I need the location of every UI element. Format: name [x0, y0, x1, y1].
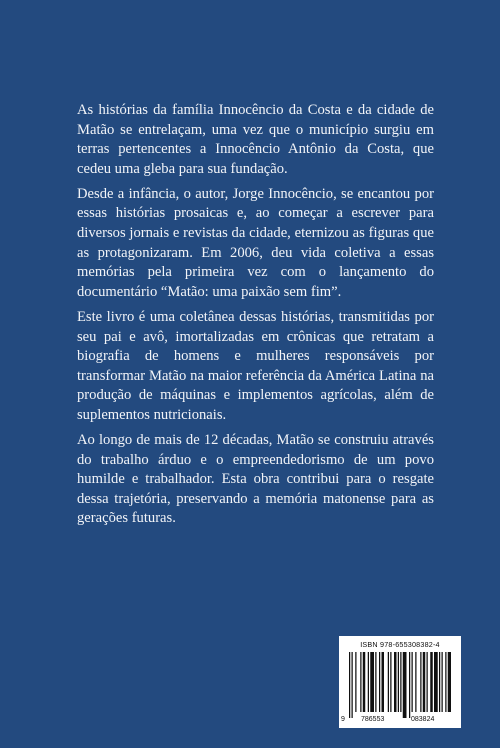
barcode-bar — [403, 652, 407, 718]
barcode-bar — [349, 652, 350, 718]
blurb-paragraph-4: Ao longo de mais de 12 décadas, Matão se construiu através do trabalho árduo e o empreendedorismo de um povo humilde e trabalhador. Esta obra contribui para o resgate dessa trajetória, preservando a memória matonense para as gerações futuras. — [77, 432, 434, 527]
barcode-bar — [420, 652, 421, 712]
barcode-bar — [442, 652, 443, 712]
barcode-bar — [415, 652, 416, 712]
barcode-bar — [445, 652, 446, 712]
isbn-barcode — [339, 636, 461, 728]
barcode-bar — [388, 652, 389, 712]
barcode-digits-left: 786553 — [361, 716, 385, 723]
barcode-bar — [430, 652, 433, 712]
barcode-digits-right: 083824 — [411, 716, 435, 723]
barcode-bar — [434, 652, 438, 712]
barcode-bar — [363, 652, 366, 712]
barcode-bar — [375, 652, 376, 712]
barcode-bar — [379, 652, 380, 712]
barcode-bar — [398, 652, 399, 712]
barcode-bar — [427, 652, 428, 712]
barcode-bar — [448, 652, 451, 712]
barcode-bar — [400, 652, 401, 712]
blurb-paragraph-3: Este livro é uma coletânea dessas histórias, transmitidas por seu pai e avô, imortalizadas em crônicas que retratam a biografia de homens e mulheres responsáveis por transformar Matão na maior referência da América Latina na produção de máquinas e implementos agrícolas, além de suplementos nutricionais. — [77, 308, 434, 423]
barcode-bar — [423, 652, 426, 712]
barcode-bar — [355, 652, 356, 712]
back-cover-blurb — [77, 101, 434, 534]
barcode-bar — [360, 652, 361, 712]
barcode-bar — [412, 652, 413, 712]
barcode-bar — [382, 652, 385, 712]
blurb-paragraph-2: Desde a infância, o autor, Jorge Innocêncio, se encantou por essas histórias prosaicas e, ao começar a escrever para diversos jornais e revistas da cidade, eternizou as figuras que as protagonizaram. Em 2006, deu vida coletiva a essas memórias pela primeira vez com o lançamento do documentário “Matão: uma paixão sem fim”. — [77, 185, 434, 300]
blurb-paragraph-1: As histórias da família Innocêncio da Costa e da cidade de Matão se entrelaçam, uma vez que o município surgiu em terras pertencentes a Innocêncio Antônio da Costa, que cedeu uma gleba para sua fundação. — [77, 102, 434, 177]
isbn-label: ISBN 978-655308382-4 — [360, 640, 440, 649]
barcode-digit-prefix: 9 — [341, 716, 345, 723]
barcode-bar — [394, 652, 397, 712]
barcode-bar — [390, 652, 391, 712]
barcode-bar — [370, 652, 374, 712]
barcode-bar — [352, 652, 353, 718]
barcode-bar — [368, 652, 369, 712]
barcode-bars-icon — [349, 652, 451, 718]
barcode-bar — [439, 652, 440, 712]
barcode-bar — [409, 652, 410, 718]
